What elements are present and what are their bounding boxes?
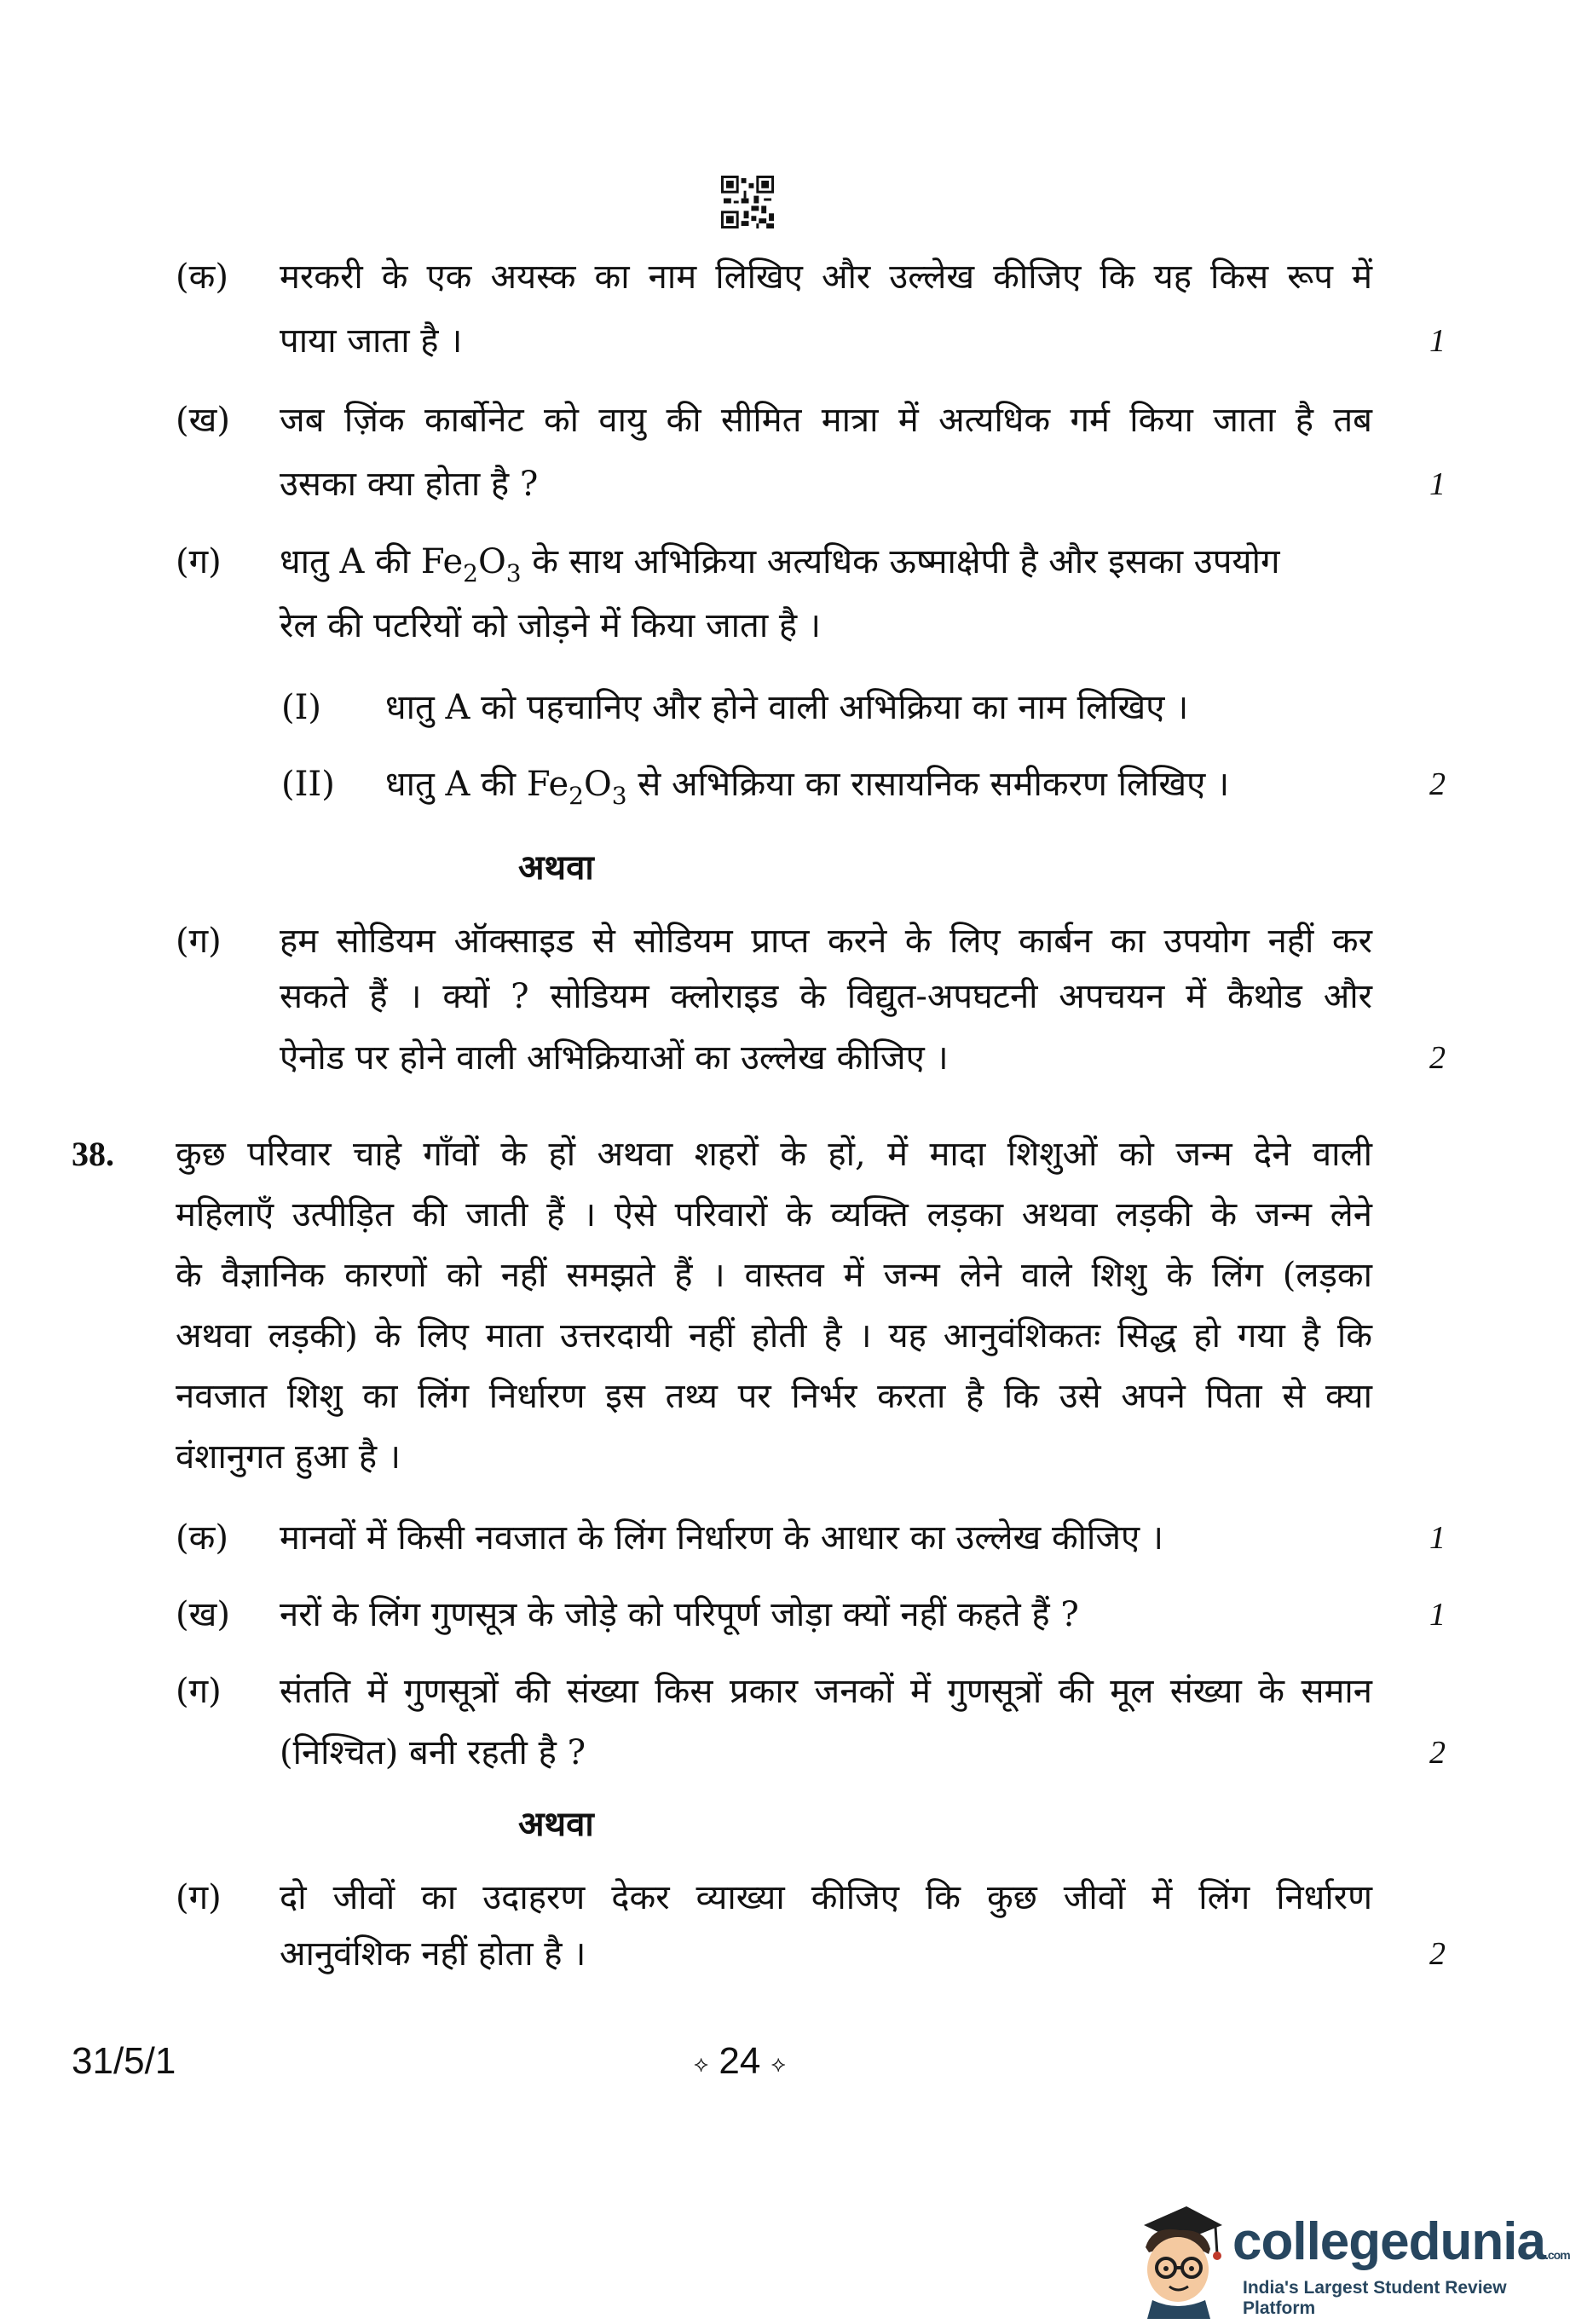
q37-b-marks: 1 <box>1429 466 1446 502</box>
ornament-left-icon: ⟡ <box>694 2050 709 2077</box>
q37-or-heading: अथवा <box>518 847 594 887</box>
ornament-right-icon: ⟡ <box>771 2050 786 2077</box>
q37-c-i-text: धातु A को पहचानिए और होने वाली अभिक्रिया का नाम लिखिए । <box>385 688 1189 727</box>
q38-para-line: के वैज्ञानिक कारणों को नहीं समझते हैं । वास्तव में जन्म लेने वाले शिशु के लिंग (लड़का <box>176 1256 1372 1295</box>
q37-b-line2: उसका क्या होता है ? <box>280 465 539 504</box>
q37-a-label: (क) <box>176 257 228 297</box>
q37-c-alt-line3: ऐनोड पर होने वाली अभिक्रियाओं का उल्लेख कीजिए । <box>280 1038 949 1078</box>
q37-c-ii-text: धातु A की $Fe_2O_3$ से अभिक्रिया का रासायनिक समीकरण लिखिए । <box>385 765 1230 810</box>
q38-b-marks: 1 <box>1429 1597 1446 1633</box>
q37-a-marks: 1 <box>1429 323 1446 359</box>
q38-c-marks: 2 <box>1429 1735 1446 1771</box>
q37-a-line2: पाया जाता है । <box>280 321 463 361</box>
q38-c-line2: (निश्चित) बनी रहती है ? <box>280 1733 586 1772</box>
q38-para-line: महिलाएँ उत्पीड़ित की जाती हैं । ऐसे परिवारों के व्यक्ति लड़का अथवा लड़की के जन्म लेने <box>176 1195 1372 1234</box>
q38-a-label: (क) <box>176 1518 228 1558</box>
q38-c-alt-line1: दो जीवों का उदाहरण देकर व्याख्या कीजिए कि कुछ जीवों में लिंग निर्धारण <box>280 1878 1372 1917</box>
q37-c-alt-label: (ग) <box>176 922 222 961</box>
page-number-value: 24 <box>719 2040 761 2082</box>
brand-name: collegedunia.com <box>1232 2212 1570 2271</box>
q37-c-line2: रेल की पटरियों को जोड़ने में किया जाता है । <box>280 606 822 645</box>
q37-c-marks: 2 <box>1429 766 1446 802</box>
q38-a-marks: 1 <box>1429 1520 1446 1556</box>
q38-para-line: अथवा लड़की) के लिए माता उत्तरदायी नहीं होती है । यह आनुवंशिकतः सिद्ध हो गया है कि <box>176 1316 1372 1356</box>
q37-a-line1: मरकरी के एक अयस्क का नाम लिखिए और उल्लेख कीजिए कि यह किस रूप में <box>280 257 1372 297</box>
q38-para-line: कुछ परिवार चाहे गाँवों के हों अथवा शहरों के हों, में मादा शिशुओं को जन्म देने वाली <box>176 1135 1372 1174</box>
q37-c-alt-line2: सकते हैं । क्यों ? सोडियम क्लोराइड के विद्युत-अपघटनी अपचयन में कैथोड और <box>280 977 1372 1016</box>
q38-c-alt-label: (ग) <box>176 1878 222 1917</box>
q38-c-label: (ग) <box>176 1672 222 1711</box>
q37-c-alt-marks: 2 <box>1429 1040 1446 1076</box>
brand-tagline: India's Largest Student Review Platform <box>1243 2278 1507 2318</box>
q38-c-line1: संतति में गुणसूत्रों की संख्या किस प्रकार जनकों में गुणसूत्रों की मूल संख्या के समान <box>280 1672 1372 1711</box>
q37-c-ii-label: (II) <box>281 765 335 804</box>
collegedunia-logo <box>1127 2200 1570 2319</box>
page-number <box>694 2036 786 2089</box>
q38-a-text: मानवों में किसी नवजात के लिंग निर्धारण के आधार का उल्लेख कीजिए । <box>280 1518 1164 1558</box>
q37-c-alt-line1: हम सोडियम ऑक्साइड से सोडियम प्राप्त करने के लिए कार्बन का उपयोग नहीं कर <box>280 922 1372 961</box>
q37-b-line1: जब ज़िंक कार्बोनेट को वायु की सीमित मात्रा में अत्यधिक गर्म किया जाता है तब <box>280 401 1372 440</box>
q37-c-i-label: (I) <box>281 688 322 727</box>
q38-b-label: (ख) <box>176 1595 230 1634</box>
paper-code: 31/5/1 <box>72 2040 176 2082</box>
q38-para-line: नवजात शिशु का लिंग निर्धारण इस तथ्य पर निर्भर करता है कि उसे अपने पिता से क्या <box>176 1377 1372 1416</box>
q37-b-label: (ख) <box>176 401 230 440</box>
q38-b-text: नरों के लिंग गुणसूत्र के जोड़े को परिपूर्ण जोड़ा क्यों नहीं कहते हैं ? <box>280 1595 1079 1634</box>
q37-c-label: (ग) <box>176 542 222 581</box>
q38-c-alt-line2: आनुवंशिक नहीं होता है । <box>280 1934 586 1974</box>
student-mascot-icon <box>1127 2200 1227 2319</box>
q38-para-line: वंशानुगत हुआ है । <box>176 1437 401 1477</box>
q37-c-line1: धातु A की $Fe_2O_3$ के साथ अभिक्रिया अत्यधिक ऊष्माक्षेपी है और इसका उपयोग <box>280 542 1280 587</box>
q38-or-heading: अथवा <box>518 1804 594 1844</box>
q38-number: 38. <box>72 1135 114 1173</box>
qr-code-icon <box>721 176 774 228</box>
q38-c-alt-marks: 2 <box>1429 1936 1446 1972</box>
